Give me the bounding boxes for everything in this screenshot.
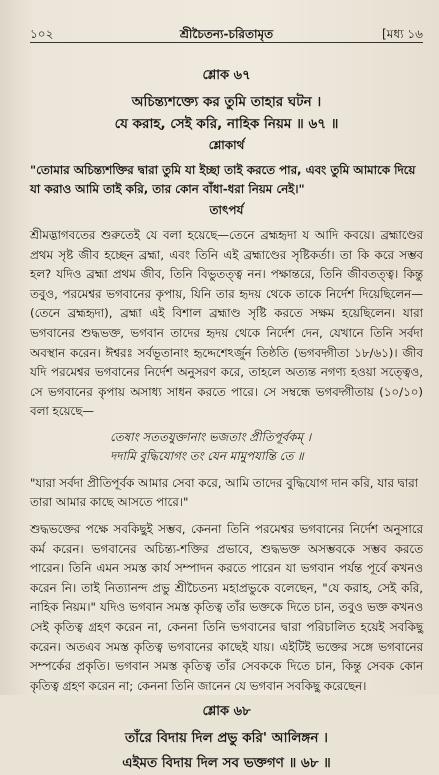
page-content bbox=[30, 52, 423, 775]
page-number: ১০২ bbox=[30, 27, 54, 41]
purport-paragraph-2: শুদ্ধভক্তের পক্ষে সবকিছুই সম্ভব, কেননা তিনি পরমেশ্বর ভগবানের নির্দেশ অনুসারে কর্ম করেন। ভগবানের অচিন্ত্য-শক্তির প্রভাবে, শুদ্ধভক্ত অসম্ভবকে সম্ভব করতে পারেন। তিনি এমন সমস্ত কার্য সম্পাদন করতে পারেন যা ভগবান পর্যন্ত পূর্বে কখনও করেন নি। তাই নিত্যানন্দ প্রভু শ্রীচৈতন্য মহাপ্রভুকে বলেছেন, "যে করাহ, সেই করি, নাহিক নিয়ম।" যদিও ভগবান সমস্ত কৃতিত্ব তাঁর ভক্তকে দিতে চান, তবুও ভক্ত কখনও সেই কৃতিত্ব গ্রহণ করেন না, কেননা তিনি ভগবানের দ্বারা পরিচালিত হয়েই সবকিছু করেন। অতএব সমস্ত কৃতিত্ব ভগবানের কাছেই যায়। এইটিই ভক্তের সঙ্গে ভগবানের সম্পর্কের প্রকৃতি। ভগবান সমস্ত কৃতিত্ব তাঁর সেবককে দিতে চান, কিন্তু সেবক কোন কৃতিত্ব গ্রহণ করেন না; কেননা তিনি জানেন যে ভগবান সবকিছু করেছেন। bbox=[30, 521, 423, 693]
book-title: শ্রীচৈতন্য-চরিতামৃত bbox=[179, 27, 274, 41]
purport-paragraph-1: শ্রীমদ্ভাগবতের শুরুতেই যে বলা হয়েছে—তেনে ব্রহ্মহৃদা য আদি কবয়ে। ব্রহ্মাণ্ডের প্রথম সৃষ্ট জীব হচ্ছেন ব্রহ্মা, এবং তিনি এই ব্রহ্মাণ্ডের সৃষ্টিকর্তা। তা কি করে সম্ভব হল? যদিও ব্রহ্মা প্রথম জীব, তিনি বিভুতত্ত্ব নন। পক্ষান্তরে, তিনি জীবতত্ত্ব। কিন্তু তবুও, পরমেশ্বর ভগবানের কৃপায়, যিনি তার হৃদয় থেকে তাকে নির্দেশ দিয়েছিলেন—(তেনে ব্রহ্মহৃদা), ব্রহ্মা এই বিশাল ব্রহ্মাণ্ড সৃষ্টি করতে সক্ষম হয়েছিলেন। যারা ভগবানের শুদ্ধভক্ত, ভগবান তাদের হৃদয় থেকে নির্দেশ দেন, যেখানে তিনি সর্বদা অবস্থান করেন। ঈশ্বরঃ সর্বভূতানাং হৃদ্দেশেঽর্জুন তিষ্ঠতি (ভগবদ্গীতা ১৮/৬১)। জীব যদি পরমেশ্বর ভগবানের নির্দেশ অনুসরণ করে, তাহলে অত্যন্ত নগণ্য হওয়া সত্ত্বেও, সে ভগবানের কৃপায় অসাধ্য সাধন করতে পারে। সে সম্বন্ধে ভগবদ্গীতায় (১০/১০) বলা হয়েছে— bbox=[30, 228, 423, 419]
purport-heading: তাৎপর্য bbox=[209, 203, 244, 217]
sloka-68-label: শ্লোক ৬৮ bbox=[202, 704, 251, 720]
sloka-67-line-1: অচিন্ত্যশক্ত্যে কর তুমি তাহার ঘটন । bbox=[131, 94, 322, 110]
translation-heading: শ্লোকার্থ bbox=[208, 138, 245, 152]
quote-translation: "যারা সর্বদা প্রীতিপূর্বক আমার সেবা করে, আমি তাদের বুদ্ধিযোগ দান করি, যার দ্বারা তারা আমার কাছে আসতে পারে।" bbox=[30, 475, 419, 509]
sloka-67-label: শ্লোক ৬৭ bbox=[202, 68, 251, 83]
sanskrit-quote bbox=[110, 428, 423, 466]
sanskrit-line-1: তেষাং সততযুক্তানাং ভজতাং প্রীতিপূর্বকম্ । bbox=[110, 429, 312, 444]
sloka-68-line-2: এইমত বিদায় দিল সব ভক্তগণ ॥ ৬৮ ॥ bbox=[122, 755, 331, 772]
sloka-68-line-1: তাঁরে বিদায় দিল প্রভু করি' আলিঙ্গন । bbox=[125, 730, 328, 747]
translation-text: "তোমার অচিন্ত্যশক্তির দ্বারা তুমি যা ইচ্ছা তাই করতে পার, এবং তুমি আমাকে দিয়ে যা করাও আমি তাই করি, তার কোন বাঁধা-ধরা নিয়ম নেই।" bbox=[30, 163, 416, 196]
sanskrit-line-2: দদামি বুদ্ধিযোগং তং যেন মামুপযান্তি তে ॥ bbox=[110, 448, 304, 463]
sloka-67-line-2: যে করাহ, সেই করি, নাহিক নিয়ম ॥ ৬৭ ॥ bbox=[114, 116, 339, 132]
page-header bbox=[30, 24, 423, 44]
chapter-marker: [মধ্য ১৬ bbox=[382, 27, 423, 41]
header-rule bbox=[30, 42, 423, 43]
